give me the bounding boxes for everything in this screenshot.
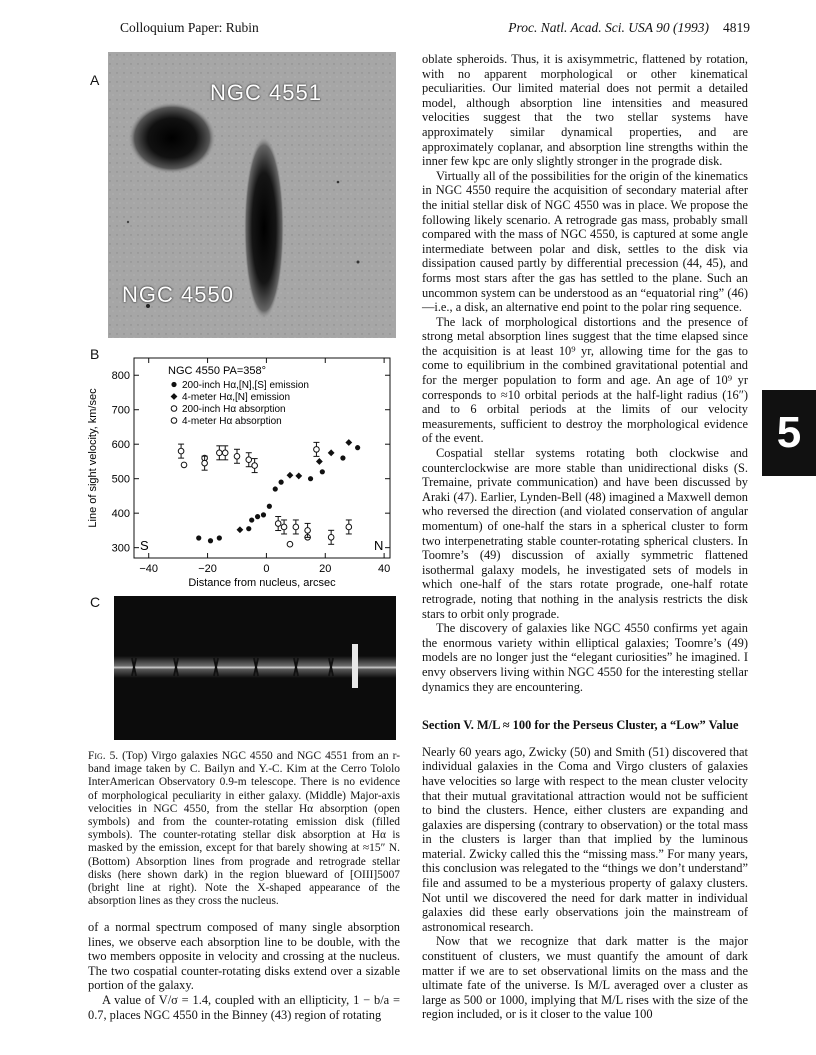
data-point [216, 446, 222, 460]
legend-marker [171, 382, 176, 387]
page-number: 4819 [723, 20, 750, 35]
data-point [287, 541, 293, 547]
y-tick-label: 800 [111, 370, 130, 383]
data-point [279, 480, 284, 485]
oiii-emission-line [352, 644, 358, 688]
side-label-north: N [374, 538, 384, 553]
data-point [287, 472, 294, 479]
spectrum-svg [114, 596, 396, 740]
data-point [355, 445, 360, 450]
data-point [246, 453, 252, 467]
y-tick-label: 700 [111, 404, 130, 417]
y-tick-label: 400 [111, 508, 130, 521]
galaxy-image [108, 52, 396, 338]
running-header-right [508, 20, 750, 36]
galaxy-label-ngc4551: NGC 4551 [210, 80, 322, 105]
figure-caption [88, 750, 400, 908]
y-tick-label: 500 [111, 473, 130, 486]
data-point [196, 535, 201, 540]
legend-entry: 4-meter Hα absorption [182, 416, 282, 427]
data-point [346, 520, 352, 534]
paragraph: A value of V/σ = 1.4, coupled with an ellipticity, 1 − b/a = 0.7, places NGC 4550 in the Binney (43) region of rotating [88, 992, 400, 1022]
chart-marks [178, 439, 360, 547]
data-point [308, 476, 313, 481]
legend-marker [171, 406, 177, 412]
panel-label-a: A [90, 72, 100, 88]
x-tick-label: 20 [319, 563, 332, 575]
x-tick-label: −40 [139, 563, 159, 575]
paragraph: Cospatial stellar systems rotating both clockwise and counterclockwise are more stable than unidirectional disks (S. Tremaine, private communication) and have been discussed by Araki (47). Earlier, Lynden-Bell (48) imagined a Maxwell demon who reversed the direction (and violated conservation of angular momentum) of one-half the stars in a spherical cluster to form two interpenetrating stable counter-rotating spherical clusters. In Toomre’s (49) discussion of axially symmetric flattened isothermal galaxy models, he investigated sets of models in which one-half of the stars rotate prograde, one-half rotate retrograde, noting that nothing in the analysis restricts the disk stars to orbit only prograde. [422, 446, 748, 621]
paragraph: Virtually all of the possibilities for the origin of the kinematics in NGC 4550 require the acquisition of secondary material after the initial stellar disk of NGC 4550 was in place. We propose the following likely scenario. A retrograde gas mass, probably small compared with the mass of NGC 4550, is captured at some angle intermediate between polar and disk, settles to the disk via dissipation caused partly by differential precession (44, 45), and forms most stars after the gas has settled to the plane. Such an uncommon system can be understood as an “equatorial ring” (46)—i.e., a disk, an alternative end point to the polar ring sequence. [422, 168, 748, 315]
legend-marker [171, 418, 177, 424]
data-point [313, 442, 319, 456]
chart-title: NGC 4550 PA=358° [168, 365, 267, 377]
data-point [261, 512, 266, 517]
section-tab: 5 [762, 390, 816, 476]
data-point [316, 458, 323, 465]
paragraph: Now that we recognize that dark matter is the major constituent of clusters, we must quantify the amount of dark matter if we are to set observational limits on the mass and the ultimate fate of the universe. Is M/L averaged over a cluster as large as 500 or 1000, implying that M/L rises with the size of the region included, or is it closer to the value 100 [422, 934, 748, 1022]
data-point [267, 504, 272, 509]
data-point [234, 449, 240, 463]
data-point [295, 473, 302, 480]
left-column-text [88, 920, 400, 1022]
data-point [281, 520, 287, 534]
x-tick-label: 0 [263, 563, 270, 575]
y-axis-label: Line of sight velocity, km/sec [87, 388, 99, 528]
data-point [293, 520, 299, 534]
journal-citation: Proc. Natl. Acad. Sci. USA 90 (1993) [508, 20, 709, 35]
right-column-text [422, 52, 748, 1022]
paragraph: The discovery of galaxies like NGC 4550 confirms yet again the enormous variety within elliptical galaxies; Toomre’s (49) models are no longer just the “elegant curiosities” he imagined. I envy observers living within NGC 4550 for the interesting stellar dynamics they are encountering. [422, 621, 748, 694]
galaxy-label-ngc4550: NGC 4550 [122, 282, 234, 307]
legend-entry: 4-meter Hα,[N] emission [182, 392, 291, 403]
data-point [255, 514, 260, 519]
legend-marker [171, 393, 178, 400]
y-tick-label: 300 [111, 542, 130, 555]
panel-label-c: C [90, 594, 101, 610]
galaxy-ngc4550 [244, 136, 284, 320]
y-tick-label: 600 [111, 439, 130, 452]
x-tick-label: −20 [198, 563, 217, 575]
data-point [328, 449, 335, 456]
data-point [345, 439, 352, 446]
side-label-south: S [140, 538, 149, 553]
spectrum-image [114, 596, 396, 740]
panel-label-b: B [90, 346, 100, 362]
data-point [222, 446, 228, 460]
chart-legend [171, 380, 309, 427]
data-point [246, 526, 251, 531]
section-heading: Section V. M/L ≈ 100 for the Perseus Cluster, a “Low” Value [422, 718, 739, 733]
legend-entry: 200-inch Hα,[N],[S] emission [182, 380, 309, 391]
galaxy-ngc4551 [128, 102, 216, 174]
legend-entry: 200-inch Hα absorption [182, 404, 286, 415]
x-tick-label: 40 [377, 563, 391, 575]
paragraph: The lack of morphological distortions and the presence of strong metal absorption lines suggest that the time elapsed since the acquisition is at least 10⁹ yr, allowing time for the gas to come to equilibrium in the combined gravitational potential and for the merger population to form and age. An age of 10⁹ yr corresponds to ≈10 orbital periods at the half-light radius (16″) and to 6 orbital periods at the limits of our velocity measurements, sufficient to destroy the morphological evidence of the event. [422, 314, 748, 446]
caption-label: Fig. 5. [88, 750, 119, 762]
paragraph: of a normal spectrum composed of many single absorption lines, we observe each absorption line to be double, with the two members opposite in velocity and crossing at the nucleus. The two cospatial counter-rotating disks extend over a sizable portion of the galaxy. [88, 920, 400, 993]
velocity-chart [84, 352, 398, 588]
paragraph: Nearly 60 years ago, Zwicky (50) and Smith (51) discovered that individual galaxies in the Coma and Virgo clusters of galaxies have velocities so large with respect to the mean cluster velocity that their mutual gravitational attraction would not be sufficient to bind the clusters. Hence, either clusters are expanding and galaxies are dispersing (contrary to observation) or the total mass in the clusters is larger than that implied by the luminous material. Zwicky called this the “missing mass.” For many years, this conclusion was relegated to the “things we don’t understand” file and assumed to be a mysterious property of galaxy clusters. Not until we discovered the need for dark matter in individual galaxies did these early observations join the mainstream of astronomical research. [422, 744, 748, 934]
running-header-left: Colloquium Paper: Rubin [120, 20, 259, 35]
data-point [252, 459, 258, 473]
data-point [237, 526, 244, 533]
data-point [249, 517, 254, 522]
data-point [178, 444, 184, 458]
data-point [328, 530, 334, 544]
data-point [208, 538, 213, 543]
data-point [275, 517, 281, 531]
paragraph: oblate spheroids. Thus, it is axisymmetric, flattened by rotation, with no apparent morphological or other kinematical peculiarities. Our limited material does not permit a detailed model, although absorption line intensities and measured velocities suggest that the two stellar systems have approximately similar dynamical properties, and are approximately coplanar, and absorption line strengths within the inner few kpc are only slightly stronger in the prograde disk. [422, 52, 748, 169]
caption-text: (Top) Virgo galaxies NGC 4550 and NGC 4551 from an r-band image taken by C. Bailyn and Y.-C. Kim at the Cerro Tololo InterAmerican Observatory 0.9-m telescope. There is no evidence of morphological peculiarity in either galaxy. (Middle) Major-axis velocities in NGC 4550, from the stellar Hα absorption (open symbols) and from the counter-rotating emission disk (filled symbols). The counter-rotating stellar disk absorption at Hα is masked by the emission, except for that barely showing at ≈15″ N. (Bottom) Absorption lines from prograde and retrograde stellar disks (here shown dark) in the region blueward of [OIII]5007 (bright line at right). Note the X-shaped appearance of the absorption lines as they cross the nucleus. [88, 750, 401, 908]
data-point [320, 469, 325, 474]
data-point [340, 455, 345, 460]
data-point [273, 486, 278, 491]
x-axis-label: Distance from nucleus, arcsec [188, 577, 336, 588]
data-point [181, 462, 187, 468]
data-point [217, 535, 222, 540]
